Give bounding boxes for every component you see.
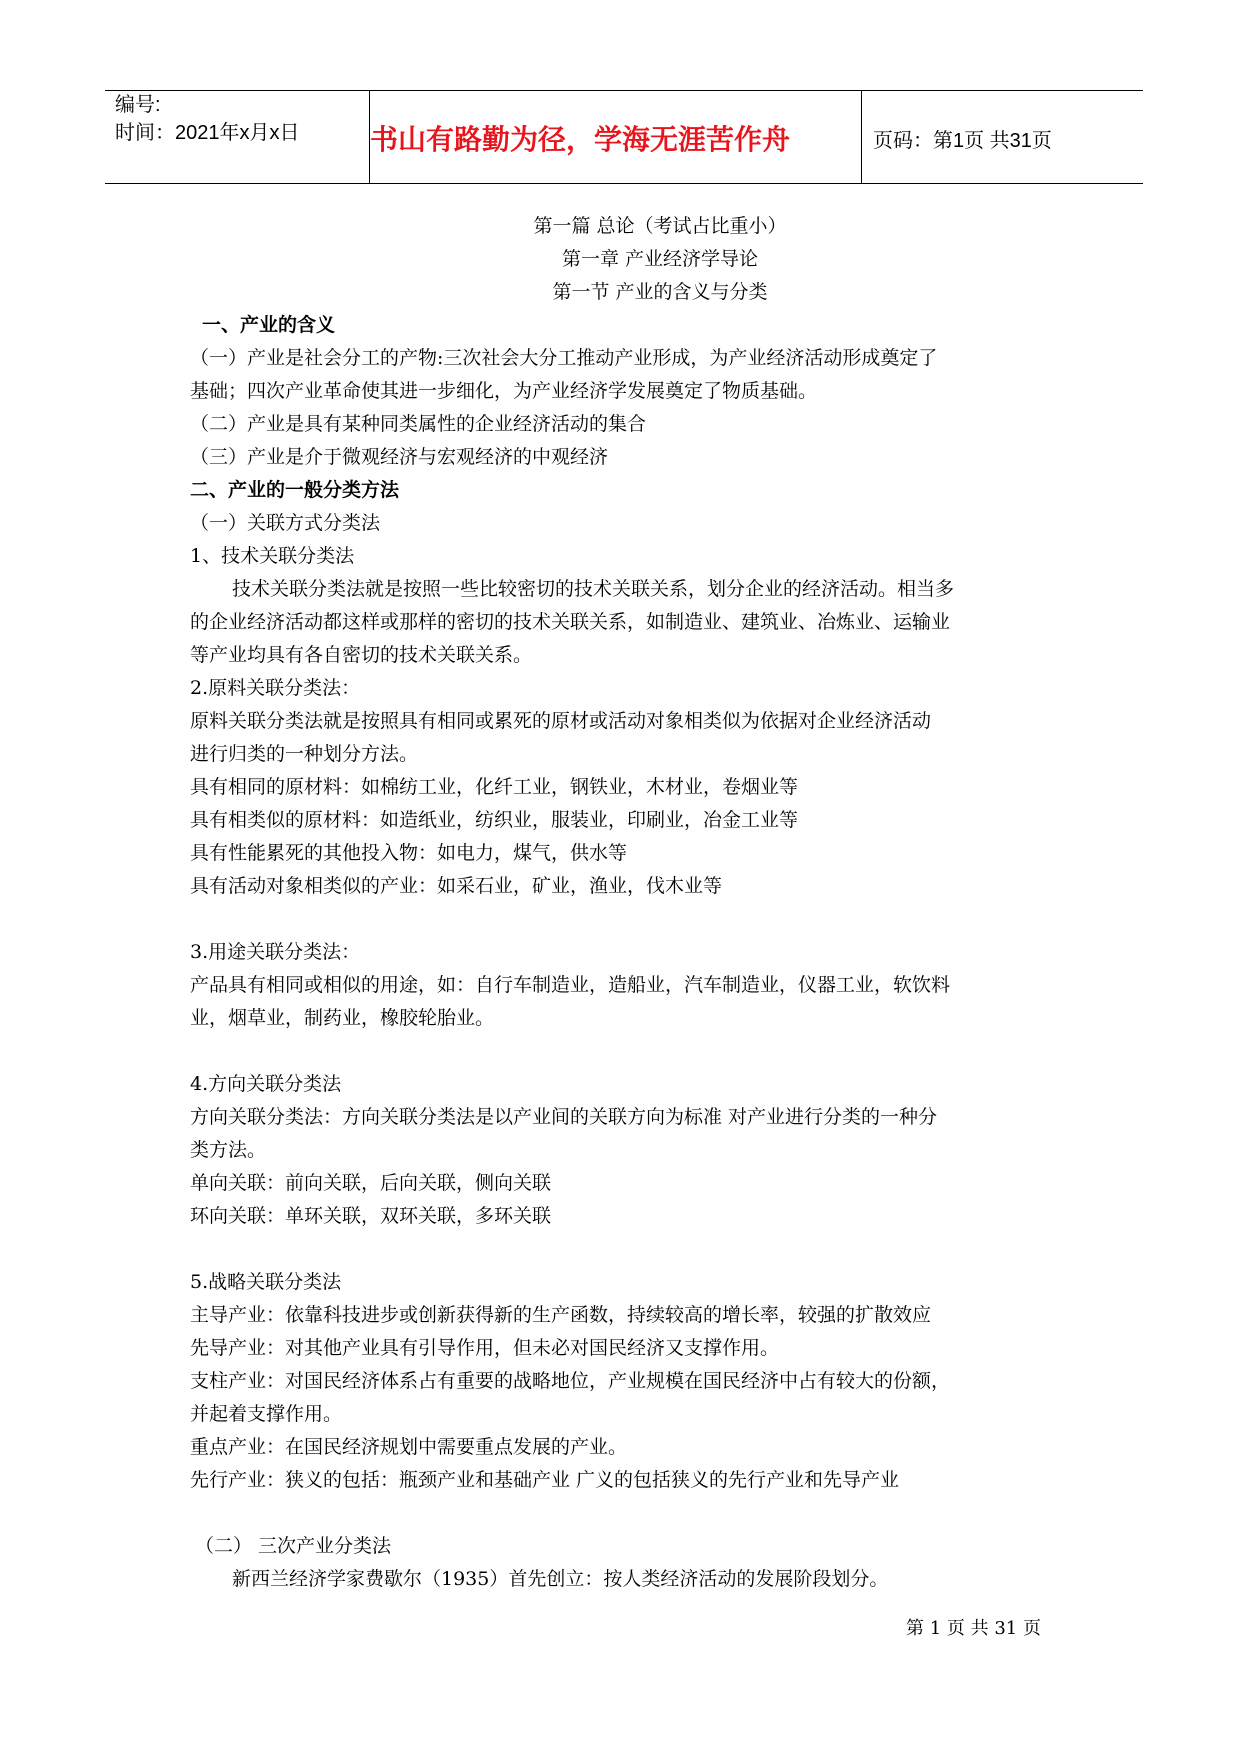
paragraph-line: 原料关联分类法就是按照具有相同或累死的原材或活动对象相类似为依据对企业经济活动: [190, 710, 932, 732]
subheading: （一）关联方式分类法: [190, 512, 381, 534]
paragraph-line: 具有相类似的原材料：如造纸业，纺织业，服装业，印刷业，冶金工业等: [190, 809, 799, 831]
blank-line: [190, 903, 1070, 936]
header-motto: 书山有路勤为径，学海无涯苦作舟: [370, 123, 791, 156]
paragraph-line: 等产业均具有各自密切的技术关联关系。: [190, 644, 533, 666]
heading: 二、产业的一般分类方法: [190, 479, 400, 501]
paragraph-line: 具有活动对象相类似的产业：如采石业，矿业，渔业，伐木业等: [190, 875, 723, 897]
heading: 一、产业的含义: [202, 314, 336, 336]
subheading: 4.方向关联分类法: [190, 1073, 342, 1095]
paragraph-line: 环向关联：单环关联，双环关联，多环关联: [190, 1205, 552, 1227]
paragraph-line: 基础；四次产业革命使其进一步细化，为产业经济学发展奠定了物质基础。: [190, 380, 818, 402]
paragraph-line: 具有性能累死的其他投入物：如电力，煤气，供水等: [190, 842, 628, 864]
paragraph-line: 单向关联：前向关联，后向关联，侧向关联: [190, 1172, 552, 1194]
subheading: 1、技术关联分类法: [190, 545, 355, 567]
subheading: （二） 三次产业分类法: [195, 1535, 392, 1557]
subheading: 5.战略关联分类法: [190, 1271, 342, 1293]
paragraph-line: 方向关联分类法：方向关联分类法是以产业间的关联方向为标准 对产业进行分类的一种分: [190, 1106, 938, 1128]
blank-line: [190, 1035, 1070, 1068]
number-label: 编号:: [115, 94, 161, 116]
paragraph-line: 先行产业：狭义的包括：瓶颈产业和基础产业 广义的包括狭义的先行产业和先导产业: [190, 1469, 900, 1491]
paragraph-line: （三）产业是介于微观经济与宏观经济的中观经济: [190, 446, 609, 468]
paragraph-line: 支柱产业：对国民经济体系占有重要的战略地位，产业规模在国民经济中占有较大的份额，: [190, 1370, 951, 1392]
paragraph-line: 进行归类的一种划分方法。: [190, 743, 419, 765]
paragraph-line: 主导产业：依靠科技进步或创新获得新的生产函数，持续较高的增长率，较强的扩散效应: [190, 1304, 932, 1326]
paragraph-line: 产品具有相同或相似的用途，如：自行车制造业，造船业，汽车制造业，仪器工业，软饮料: [190, 974, 951, 996]
paragraph-line: 的企业经济活动都这样或那样的密切的技术关联关系，如制造业、建筑业、冶炼业、运输业: [190, 611, 951, 633]
paragraph-line: （一）产业是社会分工的产物:三次社会大分工推动产业形成，为产业经济活动形成奠定了: [190, 347, 938, 369]
paragraph-line: 重点产业：在国民经济规划中需要重点发展的产业。: [190, 1436, 628, 1458]
paragraph-line: （二）产业是具有某种同类属性的企业经济活动的集合: [190, 413, 647, 435]
page-footer: 第 1 页 共 31 页: [906, 1618, 1041, 1639]
header-divider-2: [861, 91, 862, 183]
section-title: 第一节 产业的含义与分类: [552, 281, 768, 303]
paragraph-line: 技术关联分类法就是按照一些比较密切的技术关联关系，划分企业的经济活动。相当多: [232, 578, 955, 600]
paragraph-line: 具有相同的原材料：如棉纺工业，化纤工业，钢铁业，木材业，卷烟业等: [190, 776, 799, 798]
paragraph-line: 先导产业：对其他产业具有引导作用，但未必对国民经济又支撑作用。: [190, 1337, 780, 1359]
paragraph-line: 新西兰经济学家费歇尔（1935）首先创立：按人类经济活动的发展阶段划分。: [232, 1568, 889, 1590]
paragraph-line: 类方法。: [190, 1139, 267, 1161]
blank-line: [190, 1233, 1070, 1266]
header-meta: [115, 91, 300, 147]
header-bottom-rule: [105, 183, 1143, 184]
paragraph-line: 业，烟草业，制药业，橡胶轮胎业。: [190, 1007, 495, 1029]
paragraph-line: 并起着支撑作用。: [190, 1403, 343, 1425]
chapter-title: 第一章 产业经济学导论: [561, 248, 759, 270]
time-label: 时间：2021年x月x日: [115, 122, 300, 144]
part-title: 第一篇 总论（考试占比重小）: [533, 215, 787, 237]
blank-line: [190, 1497, 1070, 1530]
header-page-info: 页码：第1页 共31页: [873, 130, 1052, 152]
subheading: 3.用途关联分类法：: [190, 941, 361, 963]
subheading: 2.原料关联分类法：: [190, 677, 361, 699]
document-body: [190, 210, 1070, 1596]
